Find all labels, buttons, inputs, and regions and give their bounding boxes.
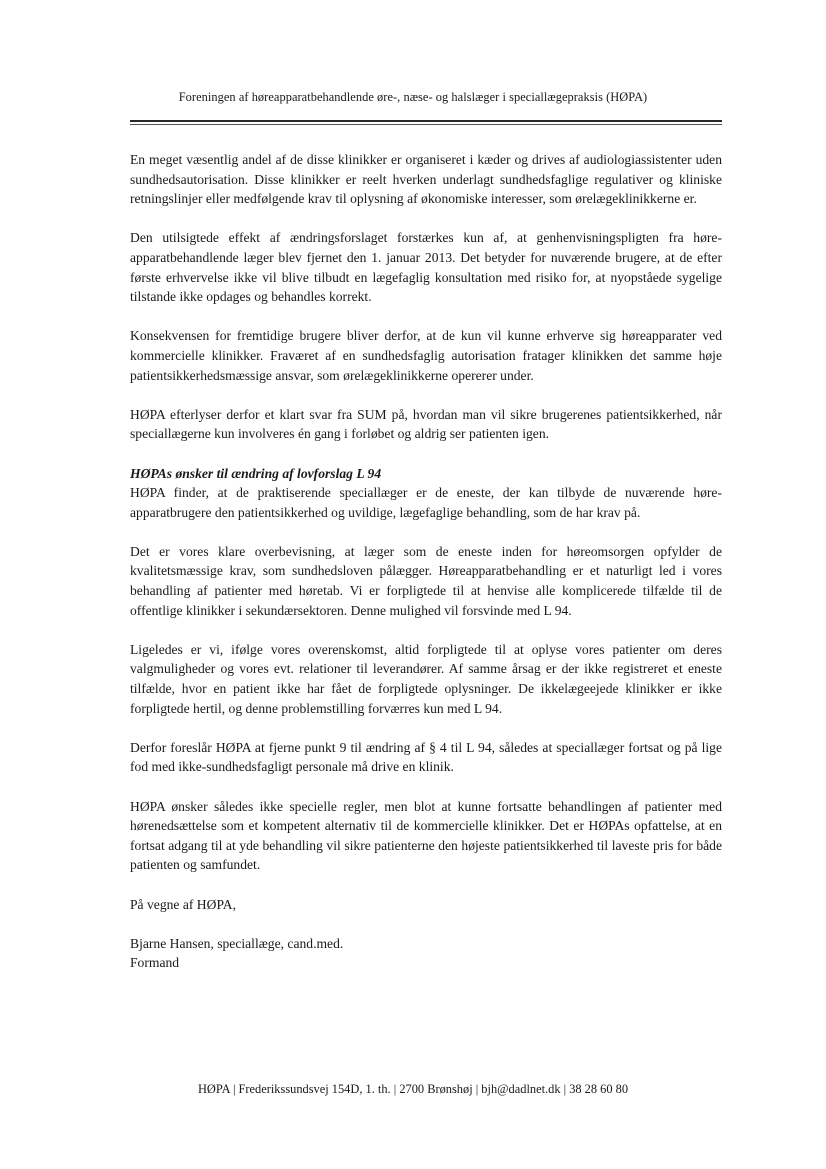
- header-rule-thin: [130, 124, 722, 125]
- closing-line: På vegne af HØPA,: [130, 896, 236, 912]
- paragraph-4: HØPA efterlyser derfor et klart svar fra SUM på, hvordan man vil sikre brugerenes patientsikkerhed, når speciallægerne kun involveres én gang i forløbet og aldrig ser patienten igen.: [130, 406, 722, 442]
- signature-name: Bjarne Hansen, speciallæge, cand.med.: [130, 935, 344, 951]
- signature-title: Formand: [130, 955, 180, 971]
- page-footer: HØPA | Frederikssundsvej 154D, 1. th. | 2700 Brønshøj | bjh@dadlnet.dk | 38 28 60 80: [197, 1082, 629, 1096]
- paragraph-8: Derfor foreslår HØPA at fjerne punkt 9 til ændring af § 4 til L 94, således at speciallæger fortsat og på lige fod med ikke-sundhedsfagligt personale må drive en klinik.: [130, 739, 722, 775]
- paragraph-1: En meget væsentlig andel af de disse klinikker er organiseret i kæder og drives af audiologiassistenter uden sundhedsautorisation. Disse klinikker er reelt hverken underlagt sundhedsfaglige regulativer og kliniske retningslinjer eller medfølgende krav til oplysning af økonomiske interesser, som ørelægeklinikkerne er.: [130, 152, 722, 207]
- header-rule-thick: [130, 120, 722, 122]
- section-heading: HØPAs ønsker til ændring af lovforslag L 94: [130, 465, 382, 481]
- page-header: Foreningen af høreapparatbehandlende øre-, næse- og halslæger i speciallægepraksis (HØPA): [178, 90, 648, 104]
- signature-block: [130, 934, 722, 973]
- paragraph-2: Den utilsigtede effekt af ændringsforslaget forstærkes kun af, at genhenvisningspligten fra høreapparatbehandlende læger blev fjernet den 1. januar 2013. Det betyder for nuværende brugere, at de efter første erhvervelse ikke vil blive tilbudt en lægefaglig konsultation med risiko for, at nyopståede sygelige tilstande ikke opdages og behandles korrekt.: [130, 230, 722, 305]
- paragraph-5: HØPA finder, at de praktiserende speciallæger er de eneste, der kan tilbyde de nuværende høreapparatbrugere den patientsikkerhed og uvildige, lægefaglige behandling, som de har krav på.: [130, 485, 722, 520]
- letter-body: [130, 150, 722, 973]
- paragraph-6: Det er vores klare overbevisning, at læger som de eneste inden for høreomsorgen opfylder de kvalitetsmæssige krav, som sundhedsloven pålægger. Høreapparatbehandling er et naturligt led i vores behandling af patienter med høretab. Vi er forpligtede til at henvise alle komplicerede tilfælde til de offentlige klinikker i sekundærsektoren. Denne mulighed vil forsvinde med L 94.: [130, 543, 722, 618]
- paragraph-9: HØPA ønsker således ikke specielle regler, men blot at kunne fortsatte behandlingen af patienter med hørenedsættelse som et kompetent alternativ til de kommercielle klinikker. Det er HØPAs opfattelse, at en fortsat adgang til at yde behandling vil sikre patienterne den højeste patientsikkerhed til laveste pris for både patienten og samfundet.: [130, 798, 722, 873]
- paragraph-3: Konsekvensen for fremtidige brugere bliver derfor, at de kun vil kunne erhverve sig høreapparater ved kommercielle klinikker. Fraværet af en sundhedsfaglig autorisation fratager klinikken det samme høje patientsikkerhedsmæssige ansvar, som ørelægeklinikkerne opererer under.: [130, 328, 722, 383]
- paragraph-7: Ligeledes er vi, ifølge vores overenskomst, altid forpligtede til at oplyse vores patienter om deres valgmuligheder og vores evt. relationer til leverandører. Af samme årsag er der ikke registreret et eneste tilfælde, hvor en patient ikke har fået de forpligtede oplysninger. De ikkelægeejede klinikker er ikke forpligtede hertil, og denne problemstilling forværres kun med L 94.: [130, 641, 722, 716]
